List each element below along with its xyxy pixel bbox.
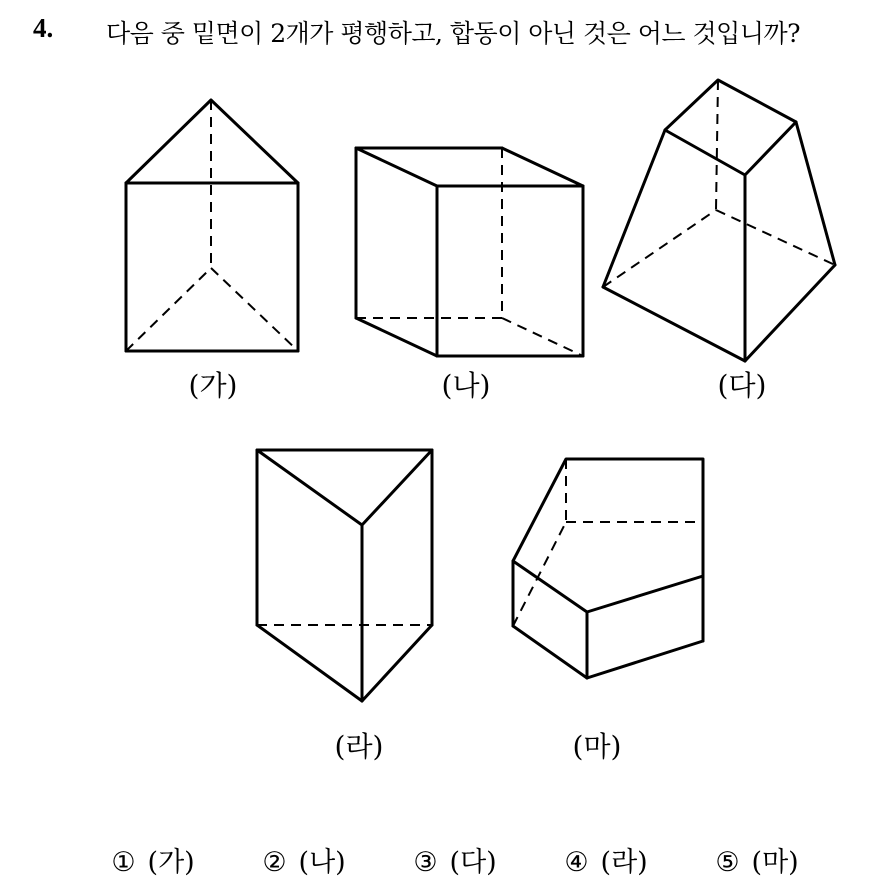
choice-4-mark: ④ xyxy=(564,847,589,878)
answer-choices xyxy=(0,840,884,880)
figure-ra-triangular-prism-icon xyxy=(257,450,432,701)
choice-1-mark: ① xyxy=(111,847,136,878)
choice-3-mark: ③ xyxy=(413,847,438,878)
choice-3[interactable] xyxy=(413,840,496,879)
question-number: 4. xyxy=(33,13,54,43)
choice-5[interactable] xyxy=(715,840,798,879)
figure-label-da: (다) xyxy=(717,369,767,402)
figure-ma-pentagonal-prism-icon xyxy=(513,459,703,678)
figure-label-ra: (라) xyxy=(334,730,384,763)
choice-2-mark: ② xyxy=(262,847,287,878)
choice-1-label: (가) xyxy=(147,847,195,878)
choice-1[interactable] xyxy=(111,840,194,879)
figure-label-ma: (마) xyxy=(572,730,622,763)
choice-4[interactable] xyxy=(564,840,647,879)
figure-label-ga: (가) xyxy=(188,369,238,402)
choice-4-label: (라) xyxy=(600,847,648,878)
choice-5-label: (마) xyxy=(751,847,799,878)
figure-label-na: (나) xyxy=(441,369,491,402)
figure-ga-triangular-prism-icon xyxy=(126,100,298,351)
choice-3-label: (다) xyxy=(449,847,497,878)
choice-2[interactable] xyxy=(262,840,345,879)
figure-da-square-frustum-icon xyxy=(603,80,835,361)
figure-na-square-prism-icon xyxy=(356,148,583,356)
choice-5-mark: ⑤ xyxy=(715,847,740,878)
question-text: 다음 중 밑면이 2개가 평행하고, 합동이 아닌 것은 어느 것입니까? xyxy=(106,19,801,48)
choice-2-label: (나) xyxy=(298,847,346,878)
